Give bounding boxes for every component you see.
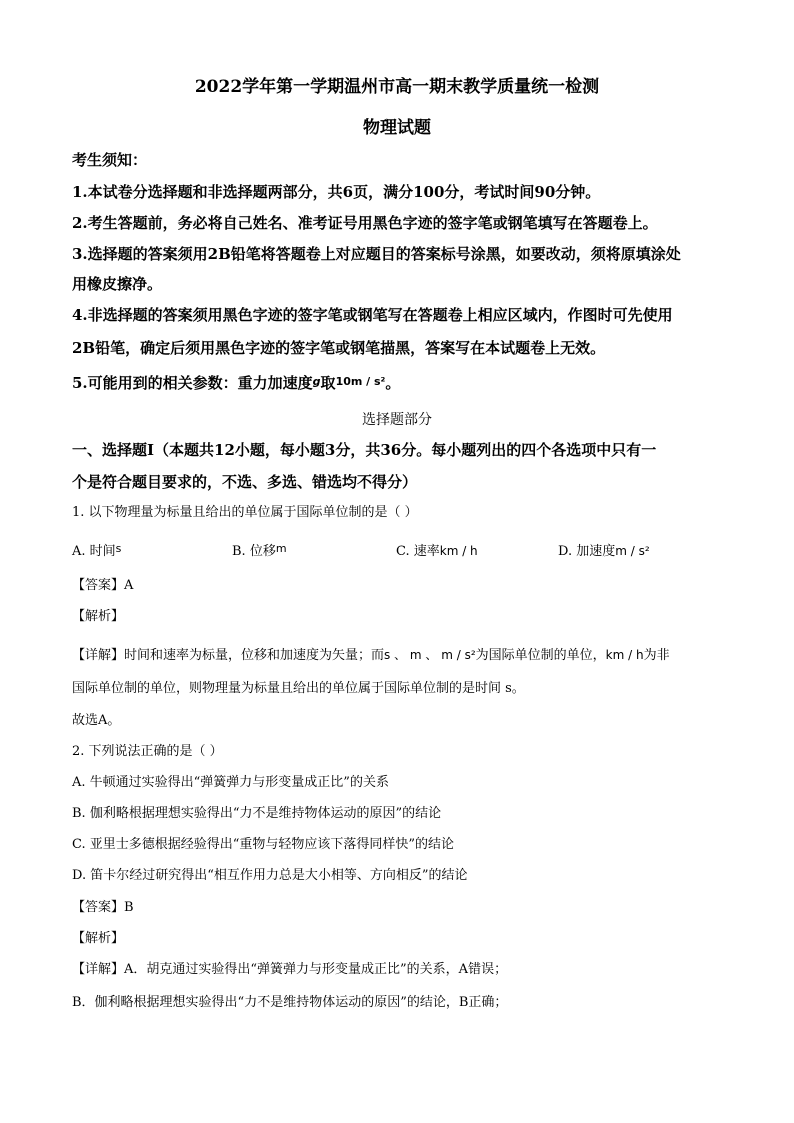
q1-option-c: C. 速率km / h: [396, 544, 478, 559]
q2-detail-line2: B．伽利略根据理想实验得出“力不是维持物体运动的原因”的结论，B正确；: [72, 995, 508, 1010]
q1-option-b: B. 位移$^m$: [232, 542, 287, 559]
notice-item-3-cont: 用橡皮擦净。: [72, 275, 163, 293]
q1-detail-line1: 【详解】时间和速率为标量，位移和加速度为矢量；而s 、 m 、 m / s²为国际单位制的单位，km / h为非: [72, 648, 670, 663]
section-title: 选择题部分: [362, 412, 432, 428]
q1-answer: 【答案】A: [72, 578, 134, 593]
notice-item-3: 3.选择题的答案须用2B铅笔将答题卷上对应题目的答案标号涂黑，如要改动，须将原填涂处: [72, 245, 681, 263]
q1-conclusion: 故选A。: [72, 713, 121, 728]
notice-item-5-end: 。: [385, 374, 401, 392]
notice-item-2: 2.考生答题前，务必将自己姓名、准考证号用黑色字迹的签字笔或钢笔填写在答题卷上。: [72, 214, 658, 232]
notice-item-5-prefix: 5.可能用到的相关参数：重力加速度: [72, 374, 313, 392]
q1-stem: 1. 以下物理量为标量且给出的单位属于国际单位制的是（ ）: [72, 505, 418, 520]
part1-instructions-line2: 个是符合题目要求的，不选、多选、错选均不得分）: [72, 473, 418, 491]
part1-instructions-line1: 一、选择题Ⅰ（本题共12小题，每小题3分，共36分。每小题列出的四个各选项中只有一: [72, 441, 657, 459]
gravity-symbol: g: [312, 375, 321, 388]
q1-option-d: D. 加速度m / s²: [558, 544, 650, 559]
q2-stem: 2. 下列说法正确的是（ ）: [72, 744, 223, 759]
page-title: 2022学年第一学期温州市高一期末教学质量统一检测: [194, 77, 600, 97]
notice-item-4: 4.非选择题的答案须用黑色字迹的签字笔或钢笔写在答题卷上相应区域内，作图时可先使用: [72, 306, 673, 324]
q1-detail-line2: 国际单位制的单位，则物理量为标量且给出的单位属于国际单位制的是时间 s。: [72, 681, 525, 696]
q2-option-d: D. 笛卡尔经过研究得出“相互作用力总是大小相等、方向相反”的结论: [72, 868, 468, 883]
q1-option-a: A. 时间$^s$: [72, 542, 122, 559]
notice-item-5: [72, 372, 400, 393]
q2-answer: 【答案】B: [72, 900, 134, 915]
notice-item-5-mid: 取: [320, 374, 336, 392]
notice-item-4-cont: 2B铅笔，确定后须用黑色字迹的签字笔或钢笔描黑，答案写在本试题卷上无效。: [72, 339, 606, 357]
gravity-value: 10m / s²: [335, 375, 386, 388]
q2-option-b: B. 伽利略根据理想实验得出“力不是维持物体运动的原因”的结论: [72, 806, 442, 821]
q2-detail-line1: 【详解】A．胡克通过实验得出“弹簧弹力与形变量成正比”的关系，A错误；: [72, 962, 508, 977]
notice-heading: 考生须知：: [72, 151, 148, 169]
page-subtitle: 物理试题: [363, 118, 431, 138]
q2-analysis-label: 【解析】: [72, 931, 125, 946]
q1-analysis-label: 【解析】: [72, 609, 125, 624]
q2-option-a: A. 牛顿通过实验得出“弹簧弹力与形变量成正比”的关系: [72, 775, 389, 790]
notice-item-1: 1.本试卷分选择题和非选择题两部分，共6页，满分100分，考试时间90分钟。: [72, 183, 601, 201]
q2-option-c: C. 亚里士多德根据经验得出“重物与轻物应该下落得同样快”的结论: [72, 837, 455, 852]
